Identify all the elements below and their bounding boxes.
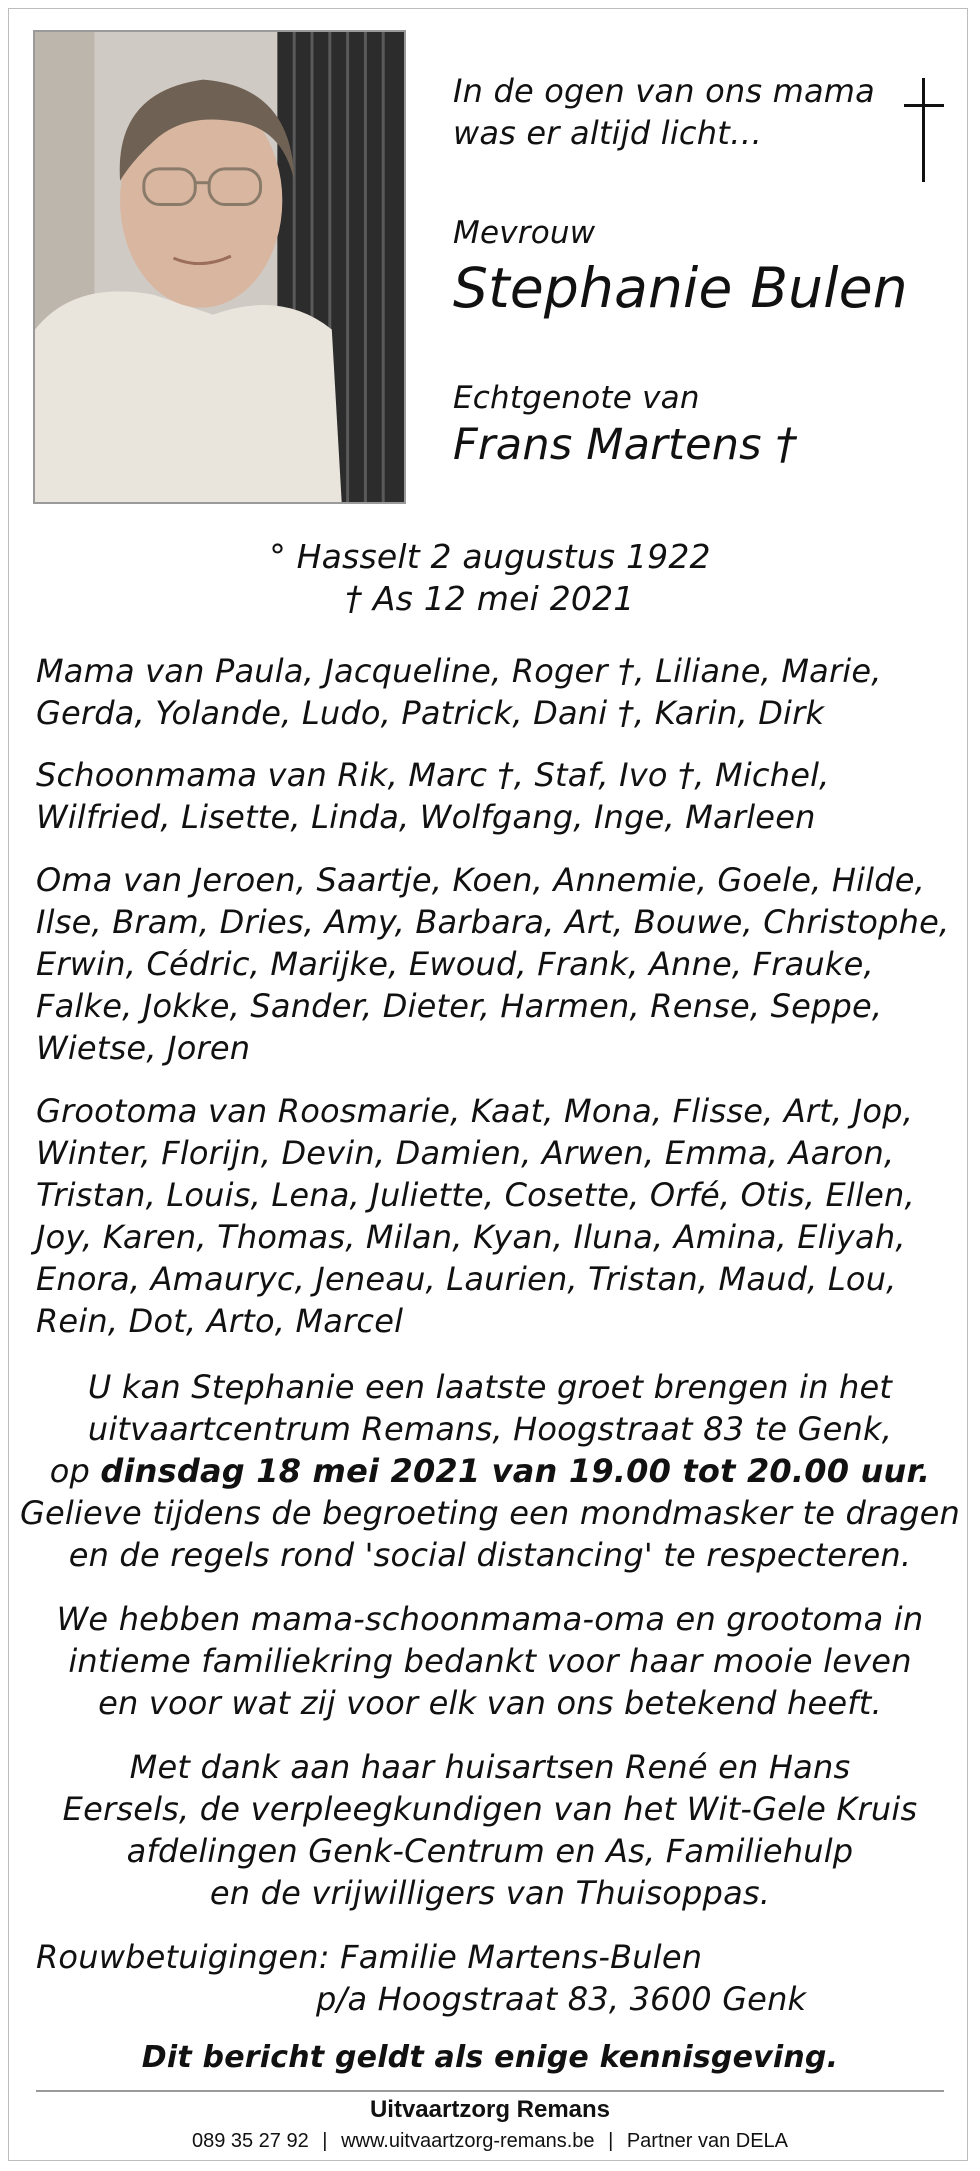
visit-line-4: Gelieve tijdens de begroeting een mondmasker te dragen (19, 1494, 961, 1532)
visit-date-time: dinsdag 18 mei 2021 van 19.00 tot 20.00 uur. (100, 1452, 931, 1490)
name-prefix: Mevrouw (453, 215, 596, 251)
care-thanks-line-1: Met dank aan haar huisartsen René en Hans (129, 1748, 851, 1786)
family-thanks-line-2: intieme familiekring bedankt voor haar mooie leven (68, 1642, 912, 1680)
quote-line-1: In de ogen van ons mama (453, 72, 875, 110)
condolence-line-1: Rouwbetuigingen: Familie Martens-Bulen (36, 1938, 703, 1976)
visit-line-1: U kan Stephanie een laatste groet brengen in het (87, 1368, 893, 1406)
care-thanks-line-3: afdelingen Genk-Centrum en As, Familiehulp (126, 1832, 854, 1870)
grandchildren-list: Oma van Jeroen, Saartje, Koen, Annemie, Goele, Hilde, Ilse, Bram, Dries, Amy, Barbara, Art, Bouwe, Christophe, Erwin, Cédric, Marijke, Ewoud, Frank, Anne, Frauke, Falke, Jokke, Sander, Dieter, Harmen, Rense, Seppe, Wietse, Joren (36, 861, 950, 1067)
quote-line-2: was er altijd licht… (453, 114, 763, 152)
cross-vertical (922, 78, 925, 182)
care-thanks-line-2: Eersels, de verpleegkundigen van het Wit-Gele Kruis (62, 1790, 918, 1828)
condolence-line-2: p/a Hoogstraat 83, 3600 Genk (316, 1980, 807, 2018)
footer-phone: 089 35 27 92 (191, 2130, 309, 2152)
notice-statement: Dit bericht geldt als enige kennisgeving. (141, 2040, 839, 2075)
footer-divider (36, 2090, 944, 2092)
portrait-photo (33, 30, 406, 504)
footer-separator: | (322, 2130, 328, 2152)
cross-symbol-icon (904, 78, 944, 182)
visit-line-3 (0, 1450, 980, 1492)
company-name: Uitvaartzorg Remans (369, 2096, 611, 2123)
deceased-name: Stephanie Bulen (453, 256, 908, 320)
visit-line-5: en de regels rond 'social distancing' te respecteren. (68, 1536, 912, 1574)
death-date: † As 12 mei 2021 (345, 579, 635, 618)
footer-separator: | (608, 2130, 614, 2152)
in-laws-list: Schoonmama van Rik, Marc †, Staf, Ivo †, Michel, Wilfried, Lisette, Linda, Wolfgang, Inge, Marleen (36, 756, 830, 836)
visit-line-2: uitvaartcentrum Remans, Hoogstraat 83 te Genk, (87, 1410, 893, 1448)
family-thanks (0, 1598, 980, 1724)
cross-horizontal (904, 104, 944, 107)
birth-date: ° Hasselt 2 augustus 1922 (269, 537, 711, 576)
footer-contact (0, 2130, 980, 2153)
great-grandchildren-list: Grootoma van Roosmarie, Kaat, Mona, Flisse, Art, Jop, Winter, Florijn, Devin, Damien, Arwen, Emma, Aaron, Tristan, Louis, Lena, Juliette, Cosette, Orfé, Otis, Ellen, Joy, Karen, Thomas, Milan, Kyan, Iluna, Amina, Eliyah, Enora, Amauryc, Jeneau, Laurien, Tristan, Maud, Lou, Rein, Dot, Arto, Marcel (36, 1092, 915, 1340)
footer-partner: Partner van DELA (626, 2130, 789, 2152)
condolence-address (36, 1936, 806, 2020)
care-thanks (0, 1746, 980, 1914)
visit-info (0, 1366, 980, 1576)
portrait-illustration (35, 32, 404, 502)
family-thanks-line-1: We hebben mama-schoonmama-oma en grootoma in (56, 1600, 924, 1638)
care-thanks-line-4: en de vrijwilligers van Thuisoppas. (209, 1874, 771, 1912)
spouse-intro: Echtgenote van (453, 380, 700, 416)
visit-line-3-prefix: op (49, 1452, 101, 1490)
spouse-name: Frans Martens † (453, 420, 798, 470)
opening-quote (453, 70, 875, 154)
footer-website-link[interactable]: www.uitvaartzorg-remans.be (341, 2130, 595, 2152)
family-thanks-line-3: en voor wat zij voor elk van ons betekend heeft. (98, 1684, 882, 1722)
life-dates (0, 536, 980, 620)
children-list: Mama van Paula, Jacqueline, Roger †, Liliane, Marie, Gerda, Yolande, Ludo, Patrick, Dani †, Karin, Dirk (36, 652, 882, 732)
